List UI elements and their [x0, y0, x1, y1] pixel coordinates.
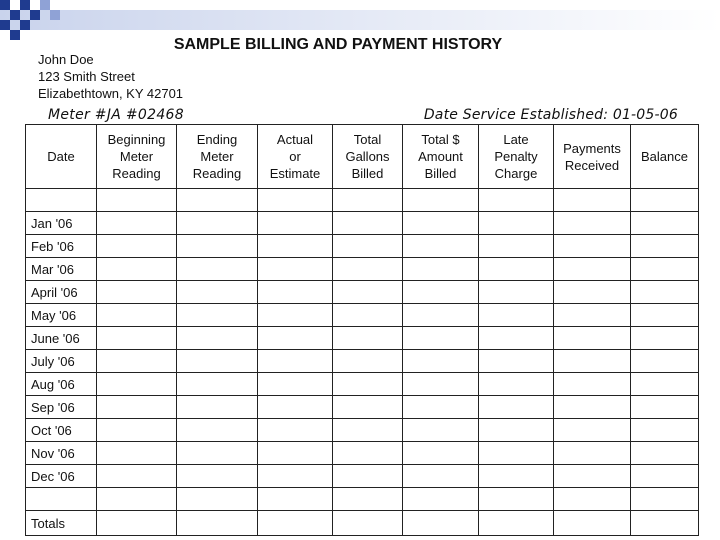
date-cell: Aug '06 — [26, 373, 97, 396]
date-cell: June '06 — [26, 327, 97, 350]
table-cell — [177, 258, 258, 281]
meter-number: Meter #JA #02468 — [48, 107, 184, 123]
table-row — [26, 304, 699, 327]
table-cell — [479, 465, 554, 488]
table-cell — [177, 189, 258, 212]
table-cell — [333, 396, 403, 419]
customer-address — [38, 51, 183, 102]
table-cell — [177, 465, 258, 488]
table-cell — [554, 189, 631, 212]
table-row — [26, 212, 699, 235]
table-cell — [479, 350, 554, 373]
table-cell — [403, 442, 479, 465]
table-row — [26, 235, 699, 258]
table-cell — [97, 304, 177, 327]
table-cell — [631, 189, 699, 212]
table-cell — [554, 350, 631, 373]
table-cell — [333, 235, 403, 258]
table-cell — [479, 419, 554, 442]
table-cell — [479, 258, 554, 281]
table-cell — [258, 396, 333, 419]
table-cell — [97, 350, 177, 373]
table-cell — [554, 235, 631, 258]
table-cell — [403, 488, 479, 511]
date-cell: Dec '06 — [26, 465, 97, 488]
date-cell: Oct '06 — [26, 419, 97, 442]
billing-table — [25, 124, 699, 536]
table-cell — [97, 281, 177, 304]
table-cell — [97, 235, 177, 258]
table-cell — [258, 212, 333, 235]
table-cell — [554, 327, 631, 350]
table-cell — [333, 511, 403, 536]
table-row-spacer — [26, 189, 699, 212]
table-cell — [479, 281, 554, 304]
table-cell — [403, 419, 479, 442]
table-row — [26, 419, 699, 442]
column-header: Actual or Estimate — [258, 125, 333, 189]
table-cell — [631, 396, 699, 419]
table-cell — [177, 373, 258, 396]
table-row — [26, 281, 699, 304]
column-header: Beginning Meter Reading — [97, 125, 177, 189]
table-cell — [631, 488, 699, 511]
table-cell — [403, 465, 479, 488]
table-cell — [631, 350, 699, 373]
table-row — [26, 442, 699, 465]
table-row — [26, 258, 699, 281]
table-cell — [403, 189, 479, 212]
table-cell — [333, 189, 403, 212]
table-cell — [554, 373, 631, 396]
date-cell — [26, 488, 97, 511]
table-cell — [403, 304, 479, 327]
table-cell — [631, 373, 699, 396]
table-cell — [333, 419, 403, 442]
table-cell — [258, 235, 333, 258]
date-cell: July '06 — [26, 350, 97, 373]
date-cell — [26, 189, 97, 212]
table-cell — [403, 212, 479, 235]
table-cell — [554, 396, 631, 419]
date-cell: April '06 — [26, 281, 97, 304]
page-title: SAMPLE BILLING AND PAYMENT HISTORY — [173, 36, 503, 53]
customer-city: Elizabethtown, KY 42701 — [38, 86, 184, 101]
table-row — [26, 396, 699, 419]
table-cell — [258, 189, 333, 212]
table-cell — [97, 511, 177, 536]
table-cell — [403, 373, 479, 396]
table-row — [26, 465, 699, 488]
table-cell — [333, 304, 403, 327]
table-cell — [631, 212, 699, 235]
table-cell — [554, 465, 631, 488]
table-cell — [631, 442, 699, 465]
table-row — [26, 350, 699, 373]
table-cell — [631, 258, 699, 281]
table-cell — [554, 419, 631, 442]
table-cell — [97, 373, 177, 396]
column-header: Total Gallons Billed — [333, 125, 403, 189]
table-cell — [258, 488, 333, 511]
table-cell — [177, 304, 258, 327]
table-cell — [479, 212, 554, 235]
table-cell — [97, 396, 177, 419]
table-cell — [333, 350, 403, 373]
table-cell — [631, 465, 699, 488]
table-cell — [177, 235, 258, 258]
table-cell — [403, 327, 479, 350]
table-cell — [258, 304, 333, 327]
table-cell — [177, 281, 258, 304]
column-header: Payments Received — [554, 125, 631, 189]
table-cell — [403, 235, 479, 258]
table-cell — [479, 235, 554, 258]
table-cell — [631, 235, 699, 258]
table-cell — [258, 281, 333, 304]
date-cell: Sep '06 — [26, 396, 97, 419]
table-cell — [554, 304, 631, 327]
table-cell — [479, 442, 554, 465]
date-cell: Nov '06 — [26, 442, 97, 465]
table-cell — [258, 327, 333, 350]
table-cell — [479, 396, 554, 419]
date-cell: May '06 — [26, 304, 97, 327]
table-cell — [479, 304, 554, 327]
table-cell — [479, 511, 554, 536]
date-cell: Feb '06 — [26, 235, 97, 258]
table-cell — [177, 511, 258, 536]
table-cell — [554, 258, 631, 281]
table-cell — [333, 465, 403, 488]
table-cell — [258, 511, 333, 536]
column-header: Ending Meter Reading — [177, 125, 258, 189]
table-header-row — [26, 125, 699, 189]
column-header: Late Penalty Charge — [479, 125, 554, 189]
date-cell: Mar '06 — [26, 258, 97, 281]
table-cell — [479, 488, 554, 511]
table-cell — [177, 327, 258, 350]
date-cell: Totals — [26, 511, 97, 536]
column-header: Balance — [631, 125, 699, 189]
table-cell — [479, 189, 554, 212]
customer-name: John Doe — [38, 52, 94, 67]
table-cell — [554, 442, 631, 465]
table-cell — [177, 350, 258, 373]
table-cell — [97, 189, 177, 212]
table-row-spacer — [26, 488, 699, 511]
table-cell — [97, 258, 177, 281]
table-cell — [97, 212, 177, 235]
customer-street: 123 Smith Street — [38, 69, 135, 84]
table-cell — [403, 258, 479, 281]
table-cell — [177, 419, 258, 442]
table-cell — [258, 350, 333, 373]
table-cell — [97, 419, 177, 442]
table-cell — [333, 281, 403, 304]
table-cell — [333, 327, 403, 350]
table-cell — [554, 511, 631, 536]
column-header: Date — [26, 125, 97, 189]
column-header: Total $ Amount Billed — [403, 125, 479, 189]
table-cell — [258, 373, 333, 396]
table-cell — [333, 212, 403, 235]
table-cell — [333, 258, 403, 281]
table-cell — [258, 258, 333, 281]
table-cell — [631, 327, 699, 350]
table-cell — [97, 327, 177, 350]
table-row — [26, 373, 699, 396]
table-cell — [97, 442, 177, 465]
table-cell — [258, 442, 333, 465]
table-cell — [177, 488, 258, 511]
table-cell — [631, 419, 699, 442]
table-cell — [479, 373, 554, 396]
table-cell — [403, 511, 479, 536]
table-cell — [554, 281, 631, 304]
table-cell — [554, 212, 631, 235]
table-cell — [631, 511, 699, 536]
table-row — [26, 327, 699, 350]
table-cell — [631, 281, 699, 304]
table-cell — [479, 327, 554, 350]
table-cell — [554, 488, 631, 511]
table-cell — [333, 488, 403, 511]
table-cell — [97, 465, 177, 488]
table-cell — [97, 488, 177, 511]
table-cell — [177, 212, 258, 235]
table-cell — [403, 350, 479, 373]
table-cell — [177, 396, 258, 419]
table-cell — [258, 465, 333, 488]
totals-row — [26, 511, 699, 536]
service-established-date: Date Service Established: 01-05-06 — [423, 107, 678, 123]
table-cell — [333, 442, 403, 465]
table-cell — [631, 304, 699, 327]
table-cell — [258, 419, 333, 442]
table-cell — [403, 281, 479, 304]
table-cell — [177, 442, 258, 465]
table-cell — [403, 396, 479, 419]
table-cell — [333, 373, 403, 396]
date-cell: Jan '06 — [26, 212, 97, 235]
